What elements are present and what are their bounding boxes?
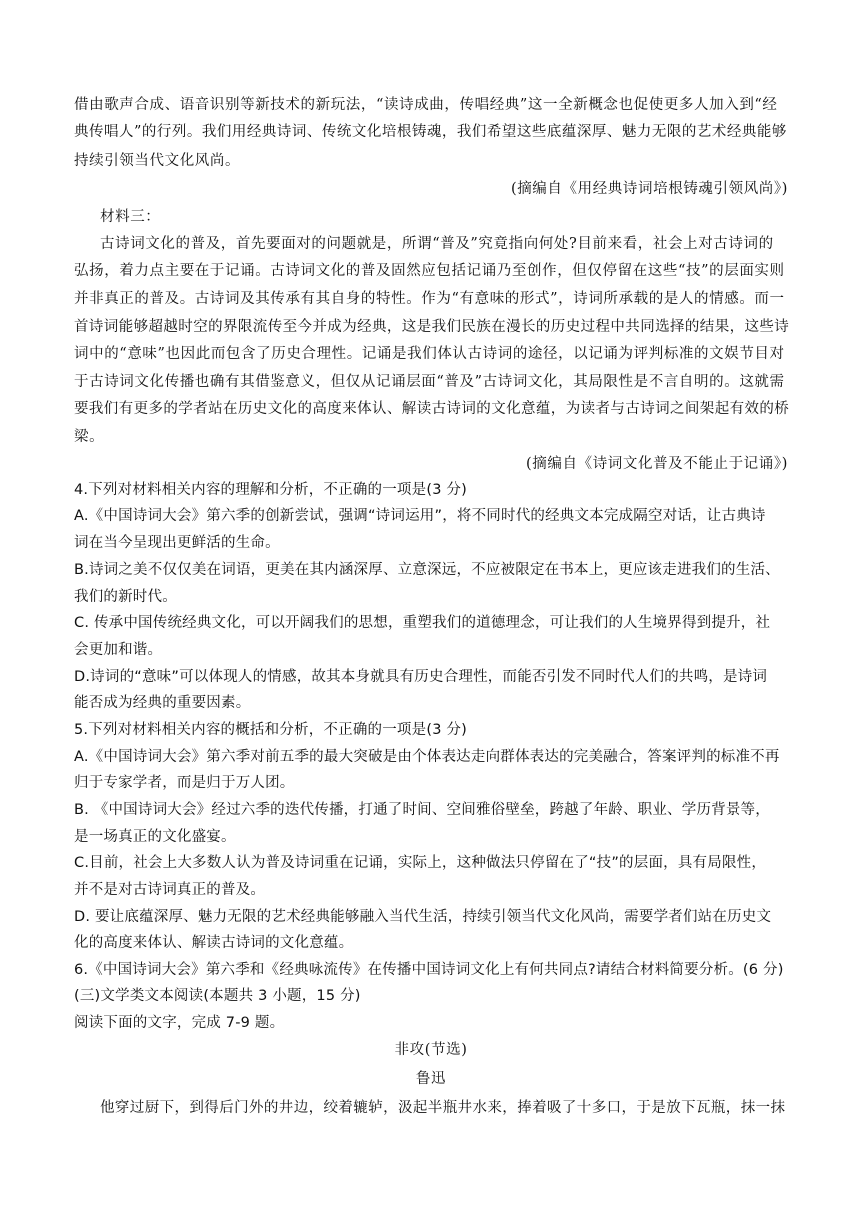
q5-option-a-line-1: A.《中国诗词大会》第六季对前五季的最大突破是由个体表达走向群体表达的完美融合，答案评判的标准不再 — [74, 749, 780, 765]
passage-author: 鲁迅 — [415, 1071, 447, 1087]
q4-option-b-line-2: 我们的新时代。 — [74, 589, 177, 605]
material3-source: (摘编自《诗词文化普及不能止于记诵》) — [526, 456, 788, 472]
q5-option-b-line-1: B. 《中国诗词大会》经过六季的迭代传播，打通了时间、空间雅俗壁垒，跨越了年龄、职业、学历背景等， — [74, 802, 770, 818]
q4-option-a-line-2: 词在当今呈现出更鲜活的生命。 — [74, 535, 280, 551]
q4-option-a-line-1: A.《中国诗词大会》第六季的创新尝试，强调“诗词运用”，将不同时代的经典文本完成隔空对话，让古典诗 — [74, 508, 766, 524]
material3-line-2: 弘扬，着力点主要在于记诵。古诗词文化的普及固然应包括记诵乃至创作，但仅停留在这些“技”的层面实则 — [74, 263, 785, 279]
passage-title: 非攻(节选) — [394, 1042, 468, 1058]
material3-line-6: 于古诗词文化传播也确有其借鉴意义，但仅从记诵层面“普及”古诗词文化，其局限性是不言自明的。这就需 — [74, 374, 785, 390]
q5-option-c-line-1: C.目前，社会上大多数人认为普及诗词重在记诵，实际上，这种做法只停留在了“技”的层面，具有局限性， — [74, 855, 767, 871]
q5-option-c-line-2: 并不是对古诗词真正的普及。 — [74, 882, 266, 898]
material3-line-5: 词中的“意味”也因此而包含了历史合理性。记诵是我们体认古诗词的途径，以记诵为评判标准的文娱节目对 — [74, 346, 785, 362]
material2-line-1: 借由歌声合成、语音识别等新技术的新玩法，“读诗成曲，传唱经典”这一全新概念也促使更多人加入到“经 — [74, 97, 778, 113]
q4-option-c-line-1: C. 传承中国传统经典文化，可以开阔我们的思想，重塑我们的道德理念，可让我们的人生境界得到提升，社 — [74, 615, 771, 631]
material3-line-1: 古诗词文化的普及，首先要面对的问题就是，所谓“普及”究竟指向何处?目前来看，社会上对古诗词的 — [100, 236, 774, 252]
q4-option-d-line-1: D.诗词的“意味”可以体现人的情感，故其本身就具有历史合理性，而能否引发不同时代人们的共鸣，是诗词 — [74, 669, 768, 685]
material2-source: (摘编自《用经典诗词培根铸魂引领风尚》) — [510, 181, 788, 197]
material3-heading: 材料三： — [100, 209, 161, 225]
q4-option-d-line-2: 能否成为经典的重要因素。 — [74, 695, 251, 711]
q4-option-b-line-1: B.诗词之美不仅仅美在词语，更美在其内涵深厚、立意深远，不应被限定在书本上，更应该走进我们的生活、 — [74, 562, 780, 578]
q5-stem: 5.下列对材料相关内容的概括和分析，不正确的一项是(3 分) — [74, 722, 467, 738]
q5-option-a-line-2: 归于专家学者，而是归于万人团。 — [74, 775, 295, 791]
passage-first-line: 他穿过厨下，到得后门外的井边，绞着辘轳，汲起半瓶井水来，捧着吸了十多口，于是放下瓦瓶，抹一抹 — [100, 1100, 786, 1116]
material3-line-8: 梁。 — [74, 429, 105, 445]
material2-line-3: 持续引领当代文化风尚。 — [74, 153, 241, 169]
material2-line-2: 典传唱人”的行列。我们用经典诗词、传统文化培根铸魂，我们希望这些底蕴深厚、魅力无限的艺术经典能够 — [74, 124, 787, 140]
section3-instruction: 阅读下面的文字，完成 7-9 题。 — [74, 1015, 285, 1031]
q6-stem: 6.《中国诗词大会》第六季和《经典咏流传》在传播中国诗词文化上有何共同点?请结合材料简要分析。(6 分) — [74, 962, 784, 978]
q5-option-d-line-2: 化的高度来体认、解读古诗词的文化意蕴。 — [74, 935, 354, 951]
material3-line-3: 并非真正的普及。古诗词及其传承有其自身的特性。作为“有意味的形式”，诗词所承载的是人的情感。而一 — [74, 291, 785, 307]
section3-heading: (三)文学类文本阅读(本题共 3 小题，15 分) — [74, 988, 361, 1004]
q4-stem: 4.下列对材料相关内容的理解和分析，不正确的一项是(3 分) — [74, 482, 467, 498]
q5-option-b-line-2: 是一场真正的文化盛宴。 — [74, 829, 236, 845]
q5-option-d-line-1: D. 要让底蕴深厚、魅力无限的艺术经典能够融入当代生活，持续引领当代文化风尚，需要学者们站在历史文 — [74, 909, 772, 925]
material3-line-7: 要我们有更多的学者站在历史文化的高度来体认、解读古诗词的文化意蕴，为读者与古诗词之间架起有效的桥 — [74, 401, 790, 417]
q4-option-c-line-2: 会更加和谐。 — [74, 642, 163, 658]
material3-line-4: 首诗词能够超越时空的界限流传至今并成为经典，这是我们民族在漫长的历史过程中共同选择的结果，这些诗 — [74, 319, 790, 335]
